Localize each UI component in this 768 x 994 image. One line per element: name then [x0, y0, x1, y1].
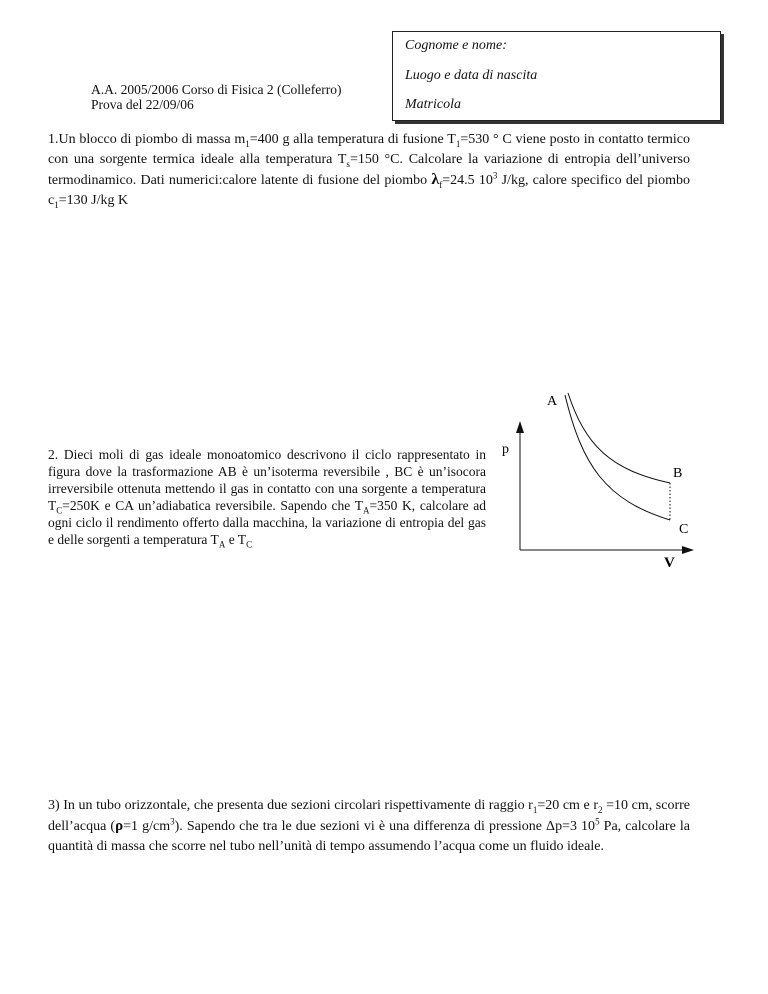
course-title: A.A. 2005/2006 Corso di Fisica 2 (Colleferro)	[91, 82, 342, 97]
pv-cycle-diagram	[490, 385, 710, 575]
delta-symbol: Δ	[546, 819, 556, 834]
exam-date: Prova del 22/09/06	[91, 97, 194, 112]
problem-2: 2. Dieci moli di gas ideale monoatomico descrivono il ciclo rappresentato in figura dove la trasformazione AB è un’isoterma reversibile , BC è un’isocora irreversibile ottenuta mettendo il gas in contatto con una sorgente a temperatura $T_C=250K$ e CA un’adiabatica reversibile. Sapendo che $T_A=350$ K, calcolare ad ogni ciclo il rendimento offerto dalla macchina, la variazione di entropia del gas e delle sorgenti a temperatura $T_A$ e $T_C$	[48, 447, 487, 550]
birth-field-label: Luogo e data di nascita	[405, 68, 538, 83]
name-field-label: Cognome e nome:	[405, 38, 507, 53]
id-field-label: Matricola	[405, 97, 461, 112]
lambda-symbol: λ	[431, 171, 440, 188]
problem-3: 3) In un tubo orizzontale, che presenta due sezioni circolari rispettivamente di raggio $r_1=20$ cm e $r_2 =10$ cm, scorre dell’acqua (ρ=1 $g/cm^3$). Sapendo che tra le due sezioni vi è una differenza di pressione Δp=3 $10^5$ Pa, calcolare la quantità di massa che scorre nel tubo nell’unità di tempo assumendo l’acqua come un fluido ideale.	[48, 798, 691, 854]
problem-1: 1.Un blocco di piombo di massa $m_1=400$ g alla temperatura di fusione $T_1=530$ ° C viene posto in contatto termico con una sorgente termica ideale alla temperatura $T_s=150$ °C. Calcolare la variazione di entropia dell’universo termodinamico. Dati numerici:calore latente di fusione del piombo $\lambda_f=24.5$ $10^3$ J/kg, calore specifico del piombo $c_1=130$ J/kg K	[48, 132, 691, 210]
student-info-box	[392, 31, 721, 121]
label-c: C	[679, 522, 689, 537]
adiabat-ca	[565, 395, 670, 520]
label-b: B	[673, 466, 683, 481]
rho-symbol: ρ	[115, 818, 124, 834]
v-axis-arrow	[682, 546, 694, 554]
axis-label-p: p	[502, 442, 509, 457]
label-a: A	[547, 394, 558, 409]
exam-header	[91, 82, 341, 112]
isotherm-ab	[568, 393, 670, 483]
p-axis-arrow	[516, 421, 524, 433]
axis-label-v: V	[664, 555, 675, 571]
